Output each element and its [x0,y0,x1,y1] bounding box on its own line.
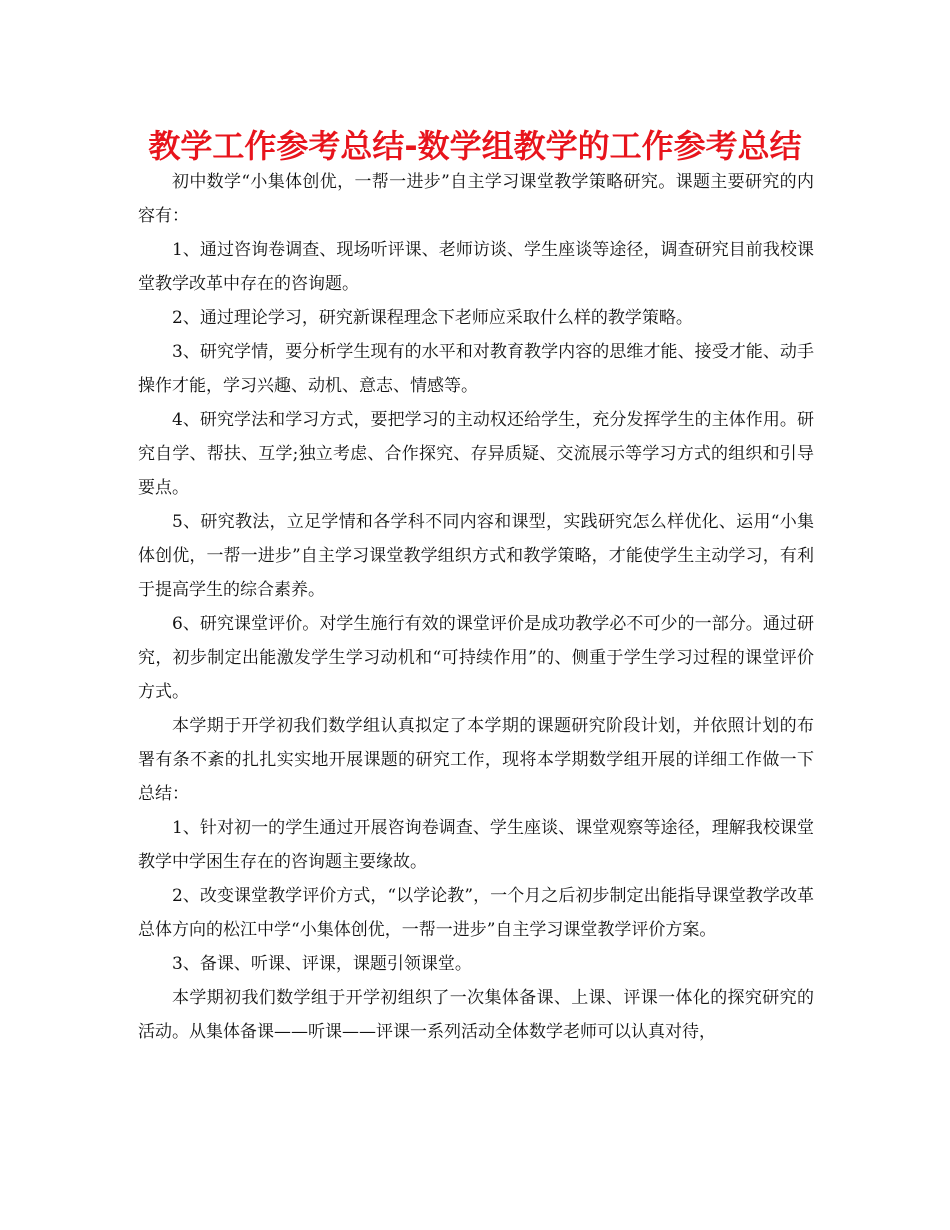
paragraph-item-1: 1、通过咨询卷调查、现场听评课、老师访谈、学生座谈等途径，调查研究目前我校课堂教学改革中存在的咨询题。 [138,240,814,294]
paragraph-intro: 初中数学“小集体创优，一帮一进步”自主学习课堂教学策略研究。课题主要研究的内容有： [138,172,814,226]
paragraph-item-5: 5、研究教法，立足学情和各学科不同内容和课型，实践研究怎么样优化、运用“小集体创优，一帮一进步”自主学习课堂教学组织方式和教学策略，才能使学生主动学习，有利于提高学生的综合素养。 [138,512,814,600]
document-title: 教学工作参考总结-数学组教学的工作参考总结 [148,127,802,165]
paragraph-item-6: 6、研究课堂评价。对学生施行有效的课堂评价是成功教学必不可少的一部分。通过研究，初步制定出能激发学生学习动机和“可持续作用”的、侧重于学生学习过程的课堂评价方式。 [138,614,814,702]
paragraph-collective-prep: 本学期初我们数学组于开学初组织了一次集体备课、上课、评课一体化的探究研究的活动。从集体备课——听课——评课一系列活动全体数学老师可以认真对待， [138,988,814,1042]
paragraph-item-4: 4、研究学法和学习方式，要把学习的主动权还给学生，充分发挥学生的主体作用。研究自学、帮扶、互学;独立考虑、合作探究、存异质疑、交流展示等学习方式的组织和引导要点。 [138,410,814,498]
paragraph-work-3: 3、备课、听课、评课，课题引领课堂。 [172,954,472,974]
paragraph-item-3: 3、研究学情，要分析学生现有的水平和对教育教学内容的思维才能、接受才能、动手操作才能，学习兴趣、动机、意志、情感等。 [138,342,814,396]
document-body [138,165,814,1049]
paragraph-work-1: 1、针对初一的学生通过开展咨询卷调查、学生座谈、课堂观察等途径，理解我校课堂教学中学困生存在的咨询题主要缘故。 [138,818,814,872]
paragraph-semester-plan: 本学期于开学初我们数学组认真拟定了本学期的课题研究阶段计划，并依照计划的布署有条不紊的扎扎实实地开展课题的研究工作，现将本学期数学组开展的详细工作做一下总结： [138,716,814,804]
paragraph-work-2: 2、改变课堂教学评价方式，“以学论教”，一个月之后初步制定出能指导课堂教学改革总体方向的松江中学“小集体创优，一帮一进步”自主学习课堂教学评价方案。 [138,886,814,940]
paragraph-item-2: 2、通过理论学习，研究新课程理念下老师应采取什么样的教学策略。 [172,308,693,328]
